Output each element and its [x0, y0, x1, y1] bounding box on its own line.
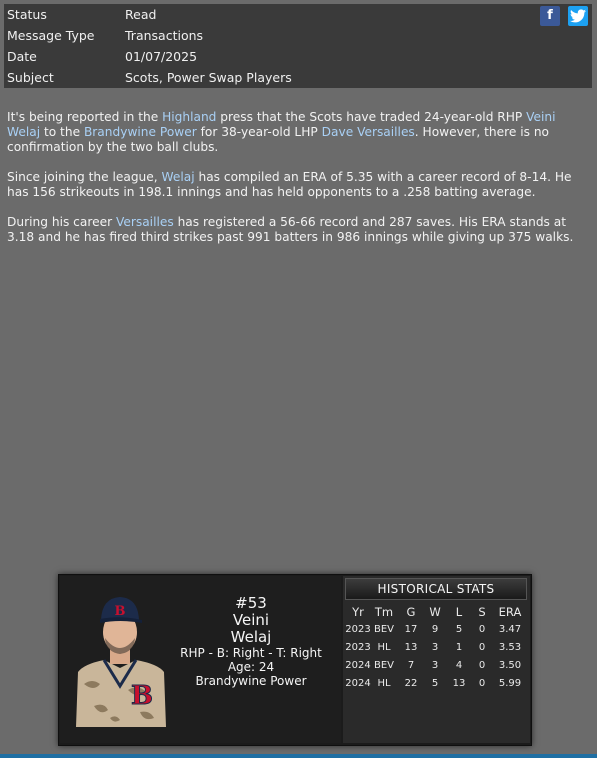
article-body [7, 110, 587, 260]
stat-tm: HL [377, 677, 391, 689]
date-label: Date [7, 49, 37, 64]
player-age: Age: 24 [227, 660, 275, 674]
text: During his career [7, 215, 116, 229]
stat-s: 0 [478, 677, 486, 689]
col-header-l: L [455, 605, 463, 619]
player-photo[interactable] [74, 594, 167, 727]
stats-row [345, 638, 529, 656]
stat-g: 17 [404, 623, 418, 635]
player-link-welaj[interactable]: Welaj [161, 170, 195, 184]
player-link-dave-versailles[interactable]: Dave Versailles [321, 125, 415, 139]
historical-stats-panel [343, 576, 530, 743]
stat-yr: 2024 [345, 677, 371, 689]
status-value: Read [125, 7, 157, 22]
stat-s: 0 [478, 659, 486, 671]
subject-value: Scots, Power Swap Players [125, 70, 292, 85]
player-number: #53 [235, 594, 267, 612]
historical-stats-table [345, 604, 529, 692]
stat-era: 3.47 [498, 623, 522, 635]
player-link-versailles[interactable]: Versailles [115, 215, 174, 229]
text: has compiled an ERA of 5.35 with a career record of 8-14. He has 156 strikeouts in 198.1 innings and has held opponents to a .258 batting average. [7, 170, 572, 199]
player-position-bats-throws: RHP - B: Right - T: Right [180, 646, 322, 660]
facebook-share-button[interactable] [540, 6, 560, 26]
stat-era: 5.99 [498, 677, 522, 689]
text: . However, there is no confirmation by the two ball clubs. [7, 125, 550, 154]
message-header [4, 4, 592, 88]
article-paragraph [7, 110, 587, 155]
historical-stats-title: HISTORICAL STATS [345, 578, 527, 600]
stat-l: 4 [455, 659, 463, 671]
stat-yr: 2023 [345, 623, 371, 635]
text: has registered a 56-66 record and 287 saves. His ERA stands at 3.18 and he has fired third strikes past 991 batters in 986 innings while giving up 375 walks. [7, 215, 574, 244]
twitter-share-button[interactable] [568, 6, 588, 26]
message-type-value: Transactions [125, 28, 204, 43]
article-paragraph [7, 170, 587, 200]
cap-logo: B [114, 604, 126, 619]
player-info-panel [60, 576, 341, 743]
stat-g: 7 [407, 659, 415, 671]
text: Since joining the league, [7, 170, 162, 184]
col-header-s: S [478, 605, 486, 619]
stat-era: 3.53 [498, 641, 522, 653]
stat-tm: BEV [373, 659, 395, 671]
stat-era: 3.50 [498, 659, 522, 671]
date-value: 01/07/2025 [125, 49, 198, 64]
stat-l: 1 [455, 641, 463, 653]
player-last-name: Welaj [230, 628, 272, 646]
stat-tm: BEV [373, 623, 395, 635]
bottom-status-bar [0, 754, 597, 758]
col-header-tm: Tm [374, 605, 394, 619]
subject-label: Subject [7, 70, 54, 85]
jersey-logo: B [131, 681, 153, 711]
stats-row [345, 674, 529, 692]
stat-tm: HL [377, 641, 391, 653]
stat-s: 0 [478, 641, 486, 653]
col-header-era: ERA [498, 605, 522, 619]
stat-g: 22 [404, 677, 418, 689]
message-type-label: Message Type [7, 28, 95, 43]
stat-g: 13 [404, 641, 418, 653]
stats-row [345, 656, 529, 674]
facebook-icon: f [547, 8, 553, 23]
player-details [178, 594, 324, 688]
stat-l: 13 [452, 677, 466, 689]
team-link-brandywine-power[interactable]: Brandywine Power [83, 125, 197, 139]
player-card [58, 574, 532, 746]
stat-s: 0 [478, 623, 486, 635]
player-first-name: Veini [232, 611, 270, 629]
col-header-yr: Yr [352, 605, 364, 619]
player-link-veini-welaj[interactable]: Veini Welaj [7, 110, 556, 139]
stats-row [345, 620, 529, 638]
col-header-g: G [406, 605, 416, 619]
twitter-icon [570, 9, 586, 23]
stat-w: 5 [431, 677, 439, 689]
stat-yr: 2023 [345, 641, 371, 653]
stat-yr: 2024 [345, 659, 371, 671]
stat-w: 3 [431, 659, 439, 671]
player-team[interactable]: Brandywine Power [195, 674, 307, 688]
col-header-w: W [429, 605, 441, 619]
article-paragraph [7, 215, 587, 245]
stat-l: 5 [455, 623, 463, 635]
status-label: Status [7, 7, 47, 22]
text: to the [40, 125, 84, 139]
stats-header-row [345, 604, 529, 620]
text: press that the Scots have traded 24-year-old RHP [216, 110, 527, 124]
text: for 38-year-old LHP [196, 125, 322, 139]
text: It's being reported in the [7, 110, 163, 124]
team-link-highland[interactable]: Highland [162, 110, 217, 124]
stat-w: 9 [431, 623, 439, 635]
stat-w: 3 [431, 641, 439, 653]
